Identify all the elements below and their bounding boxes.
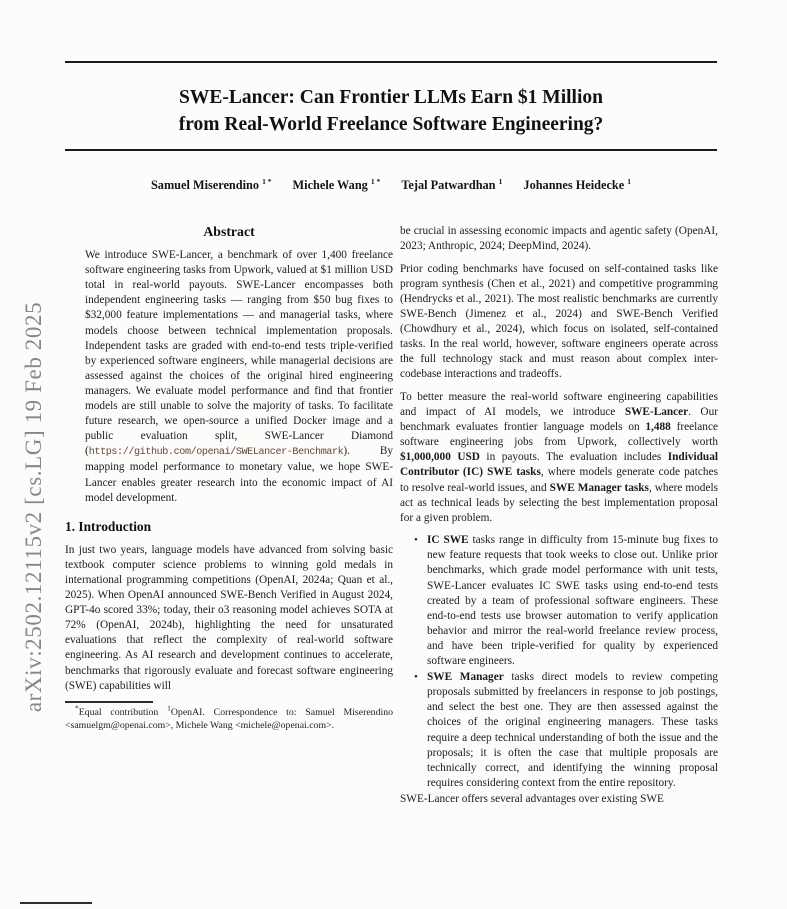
bullet-item-ic-swe (414, 533, 718, 669)
body-paragraph-3: To better measure the real-world software engineering capabilities and impact of AI models, we introduce SWE-Lancer. Our benchmark evaluates frontier language models on 1,488 freelance software engineering jobs from Upwork, collectively worth $1,000,000 USD in payouts. The evaluation includes Individual Contributor (IC) SWE tasks, where models generate code patches to resolve real-world issues, and SWE Manager tasks, where models act as technical leads by selecting the best implementation proposal for a given problem. (400, 390, 719, 524)
author-1-affiliation: 1 * (262, 176, 272, 186)
bullet-list (414, 533, 718, 791)
arxiv-watermark: arXiv:2502.12115v2 [cs.LG] 19 Feb 2025 (21, 301, 46, 713)
bullet-icon: • (414, 534, 418, 547)
author-2-affiliation: 1 * (370, 176, 381, 186)
author-4: Johannes Heidecke $^1$ (523, 176, 632, 192)
abstract-heading: Abstract (203, 224, 255, 239)
paper-title-line1: SWE-Lancer: Can Frontier LLMs Earn $1 Million (179, 87, 603, 108)
author-1: Samuel Miserendino $^{1 *}$ (150, 176, 272, 192)
author-list (65, 178, 717, 193)
section-heading-introduction: 1. Introduction (65, 518, 152, 534)
body-paragraph-1: be crucial in assessing economic impacts and agentic safety (OpenAI, 2023; Anthropic, 2024; DeepMind, 2024). (400, 225, 718, 253)
title-rule (65, 149, 717, 151)
paper-title-line2: from Real-World Freelance Software Engineering? (178, 114, 604, 135)
abstract-paragraph: We introduce SWE-Lancer, a benchmark of over 1,400 freelance software engineering tasks from Upwork, valued at $1 million USD total in real-world payouts. SWE-Lancer encompasses both independent engineering tasks — ranging from $50 bug fixes to $32,000 feature implementations — and managerial tasks, where models choose between technical implementation proposals. Independent tasks are graded with end-to-end tests triple-verified by experienced software engineers, while managerial decisions are assessed against the choices of the original hired engineering managers. We evaluate model performance and find that frontier models are still unable to solve the majority of tasks. To facilitate future research, we open-source a unified Docker image and a public evaluation split, SWE-Lancer Diamond (https://github.com/openai/SWELancer-Benchmark). By mapping model performance to monetary value, we hope SWE-Lancer enables greater research into the economic impact of AI model development. (85, 249, 393, 504)
top-rule (65, 61, 717, 63)
author-3-affiliation: 1 (498, 176, 503, 186)
author-2: Michele Wang $^{1 *}$ (292, 176, 381, 192)
author-3: Tejal Patwardhan $^1$ (401, 176, 503, 192)
bullet-icon: • (414, 671, 418, 684)
bullet-item-swe-manager (414, 670, 718, 791)
author-4-affiliation: 1 (627, 176, 632, 186)
next-page-footnote-rule (20, 902, 92, 904)
github-repo-link[interactable]: https://github.com/openai/SWELancer-Benchmark (88, 447, 344, 459)
footnote: *Equal contribution $^1$OpenAI. Correspondence to: Samuel Miserendino <samuelgm@openai.com>, Michele Wang <michele@openai.com>. (65, 703, 393, 731)
paper-title (65, 84, 717, 138)
bullet-item-swe-manager-text: SWE Manager tasks direct models to review competing proposals submitted by freelancers in response to job postings, and select the best one. They are then assessed against the choices of the original engineering managers. These tasks require a deep technical understanding of both the issue and the proposals; it is often the case that multiple proposals are technically correct, and identifying the winning proposal requires considering context from the entire repository. (427, 671, 719, 789)
body-paragraph-closing: SWE-Lancer offers several advantages over existing SWE (400, 792, 664, 805)
left-column (65, 224, 393, 732)
introduction-paragraph: In just two years, language models have advanced from solving basic textbook computer science problems to winning gold medals in international programming competitions (OpenAI, 2024a; Quan et al., 2025). When OpenAI announced SWE-Bench Verified in August 2024, GPT-4o scored 33%; today, their o3 reasoning model achieves SOTA at 72% (OpenAI, 2024b), highlighting the need for unsaturated evaluations that reflect the complexity of real-world software engineering. As AI research and development continues to accelerate, benchmarks that rigorously evaluate and forecast software engineering (SWE) capabilities will (65, 543, 393, 692)
body-paragraph-2: Prior coding benchmarks have focused on self-contained tasks like program synthesis (Chen et al., 2021) and competitive programming (Hendrycks et al., 2021). The most realistic benchmarks are currently SWE-Bench (Jimenez et al., 2024) and SWE-Bench Verified (Chowdhury et al., 2024), which focus on isolated, self-contained tasks. In the real world, however, software engineers operate across the full technology stack and must reason about complex inter-codebase interactions and tradeoffs. (400, 262, 718, 381)
bullet-item-ic-swe-text: IC SWE tasks range in difficulty from 15-minute bug fixes to new feature requests that took weeks to close out. Unlike prior benchmarks, which grade model performance with unit tests, SWE-Lancer evaluates IC SWE tasks using end-to-end tests created by a team of professional software engineers. These end-to-end tests use browser automation to verify application behavior and mirror the real-world freelance review process, and have been triple-verified for quality by experienced software engineers. (427, 534, 718, 668)
right-column (400, 224, 718, 807)
